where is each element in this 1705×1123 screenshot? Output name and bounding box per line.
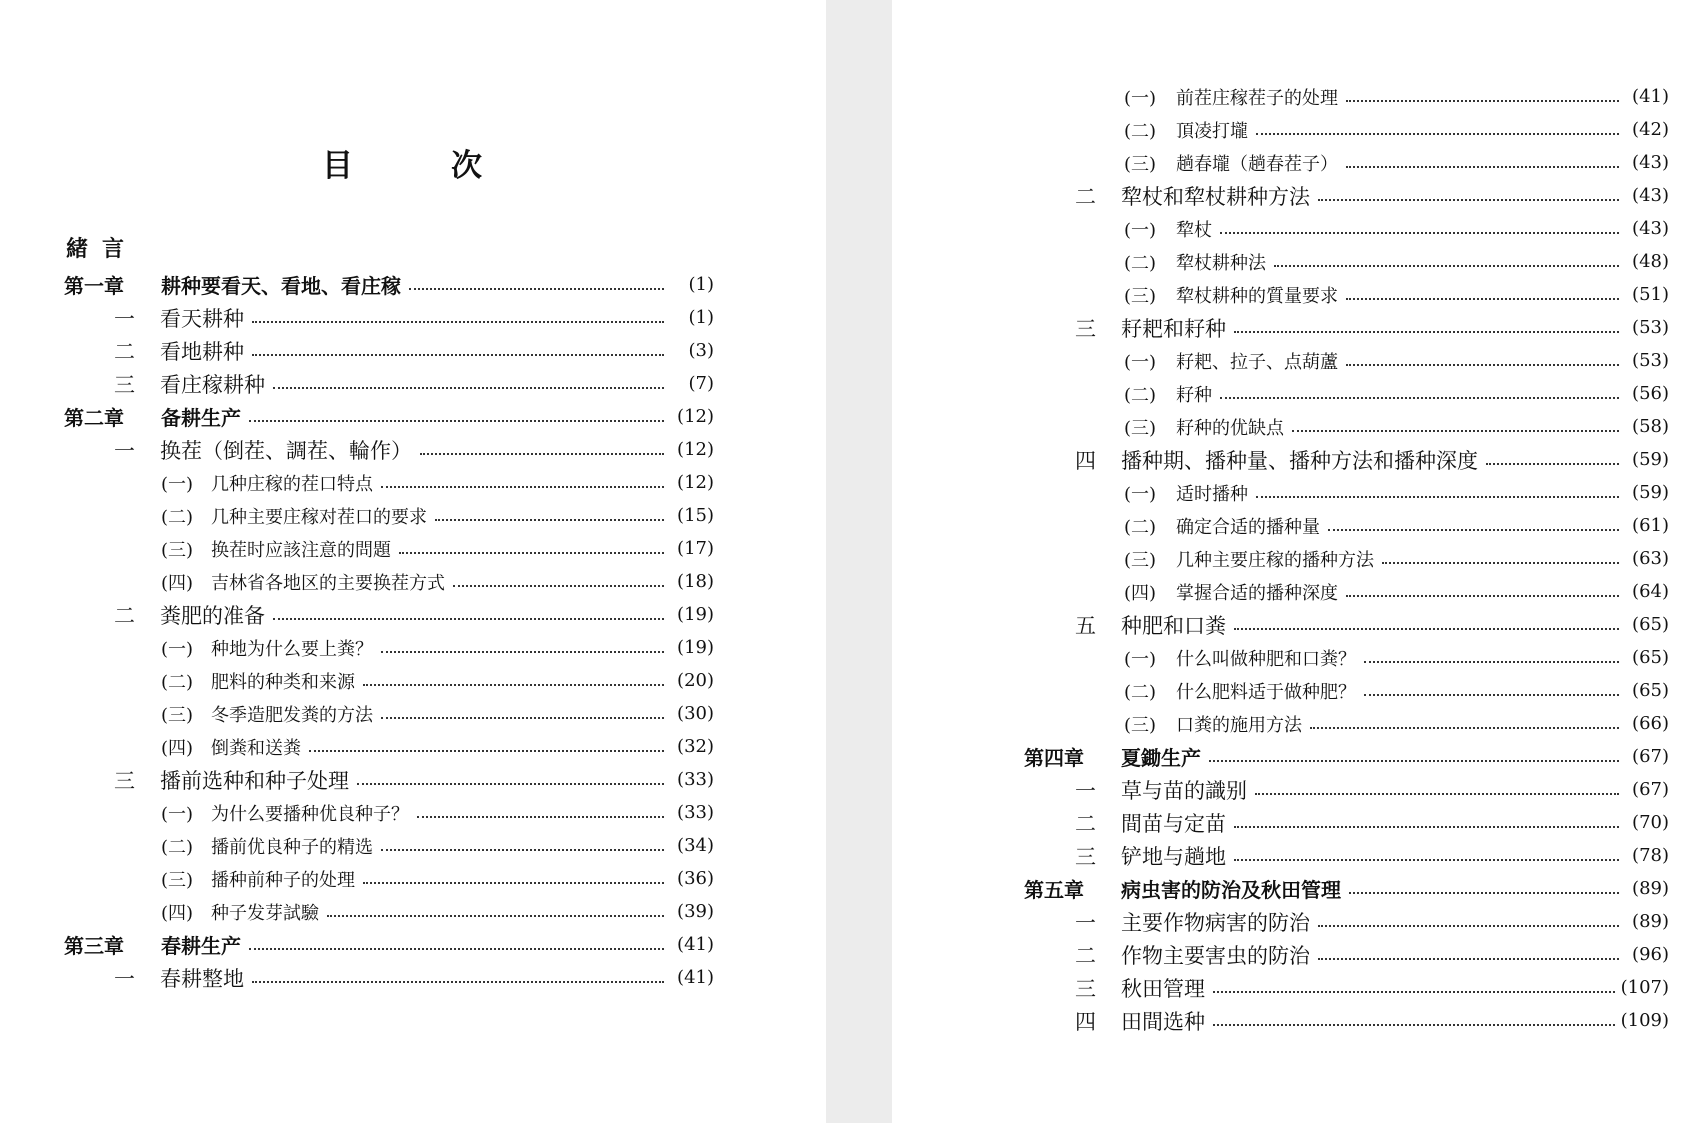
toc-entry-title: 种子发芽試驗 — [211, 902, 319, 924]
toc-entry-number: (四) — [161, 737, 194, 759]
toc-entry-title: 前茬庄稼茬子的处理 — [1176, 87, 1338, 109]
toc-entry-number: 二 — [114, 339, 135, 364]
toc-page-number: (34) — [677, 835, 714, 856]
toc-entry-subsection[interactable] — [64, 664, 714, 697]
toc-entry-number: (二) — [1124, 681, 1157, 703]
toc-leader-dots — [1346, 100, 1619, 102]
toc-leader-dots — [249, 948, 664, 950]
toc-entry-title: 确定合适的播种量 — [1176, 516, 1320, 538]
toc-entry-title: 病虫害的防治及秋田管理 — [1121, 878, 1341, 902]
toc-entry-title: 草与苗的識别 — [1121, 778, 1247, 803]
toc-leader-dots — [252, 354, 664, 356]
toc-entry-title: 耔种的优缺点 — [1176, 417, 1284, 439]
toc-entry-title: 春耕生产 — [161, 934, 241, 958]
toc-entry-number: (一) — [1124, 87, 1157, 109]
toc-page-number: (32) — [677, 736, 714, 757]
toc-entry-chapter[interactable] — [64, 400, 714, 433]
toc-entry-number: (一) — [1124, 351, 1157, 373]
toc-page-number: (12) — [677, 439, 714, 460]
toc-entry-title: 种地为什么要上粪？ — [211, 638, 373, 660]
toc-entry-number: 第二章 — [64, 406, 124, 430]
toc-entry-section[interactable] — [64, 598, 714, 631]
toc-leader-dots — [363, 684, 664, 686]
toc-leader-dots — [363, 882, 664, 884]
toc-page-number: (7) — [688, 373, 714, 394]
toc-page-number: (67) — [1632, 779, 1669, 800]
toc-leader-dots — [435, 519, 664, 521]
toc-entry-number: 二 — [1075, 811, 1096, 836]
toc-leader-dots — [1256, 133, 1619, 135]
toc-entry-title: 换茬时应該注意的問題 — [211, 539, 391, 561]
toc-entry-title: 为什么要播种优良种子？ — [211, 803, 409, 825]
toc-entry-subsection[interactable] — [1024, 476, 1669, 509]
toc-entry-number: (三) — [1124, 153, 1157, 175]
toc-entry-number: 三 — [1075, 976, 1096, 1001]
toc-entry-title: 耔耙、拉子、点葫蘆 — [1176, 351, 1338, 373]
toc-entry-subsection[interactable] — [64, 895, 714, 928]
toc-page-number: (36) — [677, 868, 714, 889]
toc-entry-chapter[interactable] — [64, 268, 714, 301]
toc-entry-section[interactable] — [1024, 773, 1669, 806]
toc-entry-subsection[interactable] — [64, 829, 714, 862]
toc-title — [322, 140, 482, 185]
toc-page-number: (43) — [1632, 185, 1669, 206]
toc-entry-subsection[interactable] — [1024, 509, 1669, 542]
toc-page-number: (66) — [1632, 713, 1669, 734]
toc-entry-title: 播种期、播种量、播种方法和播种深度 — [1121, 448, 1478, 473]
toc-entry-title: 倒粪和送粪 — [211, 737, 301, 759]
toc-entry-section[interactable] — [64, 763, 714, 796]
toc-entry-number: 二 — [1075, 943, 1096, 968]
toc-entry-title: 春耕整地 — [160, 966, 244, 991]
toc-leader-dots — [1220, 232, 1619, 234]
toc-entry-subsection[interactable] — [64, 565, 714, 598]
toc-entry-number: 一 — [114, 306, 135, 331]
toc-entry-number: 一 — [114, 966, 135, 991]
toc-entry-section[interactable] — [1024, 311, 1669, 344]
toc-entry-title: 换茬（倒茬、調茬、輪作） — [160, 438, 412, 463]
toc-entry-number: (二) — [1124, 516, 1157, 538]
toc-entry-number: (一) — [1124, 648, 1157, 670]
toc-entry-section[interactable] — [64, 334, 714, 367]
toc-leader-dots — [381, 849, 664, 851]
toc-page-number: (70) — [1632, 812, 1669, 833]
toc-leader-dots — [1234, 331, 1619, 333]
toc-entry-number: 二 — [114, 603, 135, 628]
toc-entry-subsection[interactable] — [64, 631, 714, 664]
toc-page-number: (58) — [1632, 416, 1669, 437]
toc-entry-section[interactable] — [1024, 806, 1669, 839]
toc-entry-title: 耔种 — [1176, 384, 1212, 406]
toc-entry-subsection[interactable] — [1024, 674, 1669, 707]
toc-entry-number: 一 — [1075, 910, 1096, 935]
toc-entry-number: (一) — [161, 803, 194, 825]
toc-entry-number: (一) — [161, 473, 194, 495]
toc-entry-subsection[interactable] — [1024, 377, 1669, 410]
toc-leader-dots — [1256, 496, 1619, 498]
toc-entry-title: 播前选种和种子处理 — [160, 768, 349, 793]
toc-page-number: (12) — [677, 472, 714, 493]
toc-entry-title: 播种前种子的处理 — [211, 869, 355, 891]
toc-entry-section[interactable] — [64, 367, 714, 400]
toc-entry-number: (二) — [1124, 120, 1157, 142]
toc-entry-subsection[interactable] — [64, 466, 714, 499]
toc-entry-number: (二) — [1124, 252, 1157, 274]
toc-entry-title: 頂凌打壠 — [1176, 120, 1248, 142]
toc-leader-dots — [252, 321, 664, 323]
toc-leader-dots — [1213, 991, 1615, 993]
toc-entry-section[interactable] — [1024, 608, 1669, 641]
toc-entry-number: (三) — [1124, 285, 1157, 307]
toc-entry-title: 适时播种 — [1176, 483, 1248, 505]
toc-leader-dots — [381, 486, 664, 488]
title-char: 次 — [451, 148, 482, 184]
toc-entry-title: 几种庄稼的茬口特点 — [211, 473, 373, 495]
toc-page-number: (17) — [677, 538, 714, 559]
toc-page-number: (65) — [1632, 647, 1669, 668]
toc-entry-subsection[interactable] — [1024, 542, 1669, 575]
toc-leader-dots — [327, 915, 664, 917]
toc-page-number: (78) — [1632, 845, 1669, 866]
toc-entry-number: 第五章 — [1024, 878, 1084, 902]
toc-entry-title: 冬季造肥发粪的方法 — [211, 704, 373, 726]
toc-page-number: (109) — [1620, 1010, 1669, 1031]
toc-entry-subsection[interactable] — [1024, 410, 1669, 443]
toc-entry-subsection[interactable] — [1024, 146, 1669, 179]
toc-page-number: (41) — [1632, 86, 1669, 107]
toc-entry-number: (三) — [1124, 549, 1157, 571]
toc-entry-section[interactable] — [1024, 839, 1669, 872]
toc-entry-title: 主要作物病害的防治 — [1121, 910, 1310, 935]
toc-leader-dots — [1364, 661, 1619, 663]
toc-list-right — [1024, 80, 1669, 1037]
toc-leader-dots — [1220, 397, 1619, 399]
toc-page-number: (30) — [677, 703, 714, 724]
toc-entry-title: 几种主要庄稼对茬口的要求 — [211, 506, 427, 528]
toc-entry-number: (一) — [1124, 219, 1157, 241]
toc-page-number: (43) — [1632, 218, 1669, 239]
toc-leader-dots — [1209, 760, 1619, 762]
toc-leader-dots — [1346, 364, 1619, 366]
toc-entry-title: 間苗与定苗 — [1121, 811, 1226, 836]
toc-page-number: (67) — [1632, 746, 1669, 767]
toc-page-number: (64) — [1632, 581, 1669, 602]
toc-entry-subsection[interactable] — [1024, 113, 1669, 146]
toc-page-number: (89) — [1632, 911, 1669, 932]
toc-leader-dots — [1318, 958, 1619, 960]
toc-entry-title: 耔耙和耔种 — [1121, 316, 1226, 341]
toc-entry-number: 一 — [1075, 778, 1096, 803]
toc-page-number: (19) — [677, 637, 714, 658]
toc-entry-number: (二) — [1124, 384, 1157, 406]
toc-leader-dots — [357, 783, 664, 785]
toc-page-number: (53) — [1632, 350, 1669, 371]
toc-leader-dots — [1346, 166, 1619, 168]
toc-leader-dots — [1364, 694, 1619, 696]
toc-entry-number: 一 — [114, 438, 135, 463]
toc-page-number: (3) — [688, 340, 714, 361]
toc-page-number: (19) — [677, 604, 714, 625]
toc-page-number: (42) — [1632, 119, 1669, 140]
toc-entry-number: (一) — [161, 638, 194, 660]
toc-entry-title: 犂杖和犂杖耕种方法 — [1121, 184, 1310, 209]
toc-page-number: (48) — [1632, 251, 1669, 272]
intro-heading: 緒言 — [66, 236, 139, 262]
toc-page-number: (20) — [677, 670, 714, 691]
toc-leader-dots — [1234, 628, 1619, 630]
toc-entry-title: 肥料的种类和来源 — [211, 671, 355, 693]
toc-entry-number: (三) — [161, 704, 194, 726]
toc-leader-dots — [453, 585, 664, 587]
toc-leader-dots — [1346, 298, 1619, 300]
toc-page-number: (1) — [688, 274, 714, 295]
toc-entry-section[interactable] — [1024, 1004, 1669, 1037]
toc-leader-dots — [1318, 199, 1619, 201]
toc-entry-title: 趟春壠（趟春茬子） — [1176, 153, 1338, 175]
toc-entry-title: 秋田管理 — [1121, 976, 1205, 1001]
toc-page-number: (63) — [1632, 548, 1669, 569]
toc-leader-dots — [273, 618, 664, 620]
toc-page-number: (96) — [1632, 944, 1669, 965]
toc-entry-title: 耕种要看天、看地、看庄稼 — [161, 274, 401, 298]
toc-entry-number: (四) — [161, 902, 194, 924]
toc-list-left — [64, 268, 714, 994]
toc-entry-subsection[interactable] — [1024, 707, 1669, 740]
toc-entry-subsection[interactable] — [1024, 641, 1669, 674]
toc-leader-dots — [381, 717, 664, 719]
toc-entry-number: (三) — [1124, 417, 1157, 439]
toc-entry-subsection[interactable] — [1024, 80, 1669, 113]
toc-leader-dots — [399, 552, 664, 554]
toc-page-number: (12) — [677, 406, 714, 427]
toc-leader-dots — [1382, 562, 1619, 564]
toc-page-number: (39) — [677, 901, 714, 922]
toc-entry-title: 作物主要害虫的防治 — [1121, 943, 1310, 968]
toc-entry-number: 第四章 — [1024, 746, 1084, 770]
toc-entry-title: 几种主要庄稼的播种方法 — [1176, 549, 1374, 571]
toc-entry-number: 三 — [1075, 316, 1096, 341]
toc-entry-chapter[interactable] — [1024, 872, 1669, 905]
toc-leader-dots — [273, 387, 664, 389]
toc-entry-title: 田間选种 — [1121, 1009, 1205, 1034]
toc-entry-section[interactable] — [1024, 905, 1669, 938]
toc-entry-section[interactable] — [1024, 443, 1669, 476]
toc-entry-number: 二 — [1075, 184, 1096, 209]
toc-entry-number: 五 — [1075, 613, 1096, 638]
toc-entry-subsection[interactable] — [64, 697, 714, 730]
toc-page-number: (15) — [677, 505, 714, 526]
toc-entry-number: (三) — [1124, 714, 1157, 736]
toc-entry-number: (二) — [161, 506, 194, 528]
toc-leader-dots — [1234, 859, 1619, 861]
toc-entry-number: 四 — [1075, 1009, 1096, 1034]
toc-entry-title: 播前优良种子的精选 — [211, 836, 373, 858]
toc-leader-dots — [252, 981, 664, 983]
toc-entry-number: 第一章 — [64, 274, 124, 298]
toc-entry-subsection[interactable] — [1024, 575, 1669, 608]
toc-leader-dots — [249, 420, 664, 422]
toc-entry-title: 犂杖耕种的質量要求 — [1176, 285, 1338, 307]
toc-entry-title: 看地耕种 — [160, 339, 244, 364]
toc-entry-chapter[interactable] — [1024, 740, 1669, 773]
toc-page-number: (43) — [1632, 152, 1669, 173]
toc-leader-dots — [1318, 925, 1619, 927]
toc-entry-title: 备耕生产 — [161, 406, 241, 430]
toc-entry-number: (三) — [161, 539, 194, 561]
toc-leader-dots — [1274, 265, 1619, 267]
toc-entry-title: 吉林省各地区的主要换茬方式 — [211, 572, 445, 594]
title-char: 目 — [322, 148, 353, 184]
toc-page-number: (59) — [1632, 449, 1669, 470]
toc-entry-chapter[interactable] — [64, 928, 714, 961]
toc-leader-dots — [1213, 1024, 1615, 1026]
toc-entry-number: (四) — [161, 572, 194, 594]
toc-leader-dots — [1486, 463, 1619, 465]
toc-entry-subsection[interactable] — [1024, 212, 1669, 245]
toc-page-number: (1) — [688, 307, 714, 328]
toc-entry-title: 犂杖耕种法 — [1176, 252, 1266, 274]
toc-page-number: (65) — [1632, 614, 1669, 635]
toc-page-number: (53) — [1632, 317, 1669, 338]
toc-entry-subsection[interactable] — [64, 862, 714, 895]
toc-leader-dots — [381, 651, 664, 653]
toc-page-number: (33) — [677, 769, 714, 790]
toc-entry-number: (一) — [1124, 483, 1157, 505]
toc-entry-number: 四 — [1075, 448, 1096, 473]
toc-entry-number: 三 — [1075, 844, 1096, 869]
toc-entry-section[interactable] — [64, 301, 714, 334]
toc-entry-title: 什么肥料适于做种肥？ — [1176, 681, 1356, 703]
toc-leader-dots — [1255, 793, 1619, 795]
toc-entry-title: 看天耕种 — [160, 306, 244, 331]
toc-entry-title: 看庄稼耕种 — [160, 372, 265, 397]
toc-leader-dots — [1349, 892, 1619, 894]
toc-entry-title: 铲地与趟地 — [1121, 844, 1226, 869]
toc-entry-subsection[interactable] — [1024, 245, 1669, 278]
toc-entry-title: 什么叫做种肥和口粪？ — [1176, 648, 1356, 670]
toc-leader-dots — [1234, 826, 1619, 828]
toc-entry-title: 口粪的施用方法 — [1176, 714, 1302, 736]
toc-entry-number: 第三章 — [64, 934, 124, 958]
toc-page-number: (41) — [677, 934, 714, 955]
toc-leader-dots — [420, 453, 664, 455]
toc-entry-number: 三 — [114, 372, 135, 397]
toc-entry-section[interactable] — [1024, 179, 1669, 212]
toc-entry-number: (二) — [161, 836, 194, 858]
toc-entry-number: 三 — [114, 768, 135, 793]
toc-entry-number: (二) — [161, 671, 194, 693]
toc-entry-subsection[interactable] — [64, 499, 714, 532]
toc-leader-dots — [1346, 595, 1619, 597]
toc-entry-title: 夏鋤生产 — [1121, 746, 1201, 770]
toc-leader-dots — [409, 288, 664, 290]
toc-page-number: (56) — [1632, 383, 1669, 404]
toc-entry-title: 粪肥的准备 — [160, 603, 265, 628]
toc-entry-subsection[interactable] — [64, 730, 714, 763]
toc-leader-dots — [309, 750, 664, 752]
toc-page-number: (59) — [1632, 482, 1669, 503]
toc-leader-dots — [1292, 430, 1619, 432]
toc-page-number: (41) — [677, 967, 714, 988]
toc-page-number: (89) — [1632, 878, 1669, 899]
page-gutter — [826, 0, 892, 1123]
toc-leader-dots — [417, 816, 664, 818]
toc-entry-title: 犂杖 — [1176, 219, 1212, 241]
toc-leader-dots — [1328, 529, 1619, 531]
toc-entry-section[interactable] — [1024, 938, 1669, 971]
toc-page-number: (33) — [677, 802, 714, 823]
toc-entry-section[interactable] — [1024, 971, 1669, 1004]
toc-leader-dots — [1310, 727, 1619, 729]
toc-page-number: (61) — [1632, 515, 1669, 536]
toc-entry-section[interactable] — [64, 433, 714, 466]
toc-entry-title: 种肥和口粪 — [1121, 613, 1226, 638]
toc-entry-subsection[interactable] — [1024, 344, 1669, 377]
toc-entry-number: (四) — [1124, 582, 1157, 604]
toc-entry-subsection[interactable] — [1024, 278, 1669, 311]
toc-entry-number: (三) — [161, 869, 194, 891]
toc-page-number: (65) — [1632, 680, 1669, 701]
toc-page-number: (51) — [1632, 284, 1669, 305]
toc-page-number: (107) — [1620, 977, 1669, 998]
toc-entry-section[interactable] — [64, 961, 714, 994]
toc-entry-subsection[interactable] — [64, 532, 714, 565]
toc-entry-subsection[interactable] — [64, 796, 714, 829]
toc-entry-title: 掌握合适的播种深度 — [1176, 582, 1338, 604]
toc-page-number: (18) — [677, 571, 714, 592]
